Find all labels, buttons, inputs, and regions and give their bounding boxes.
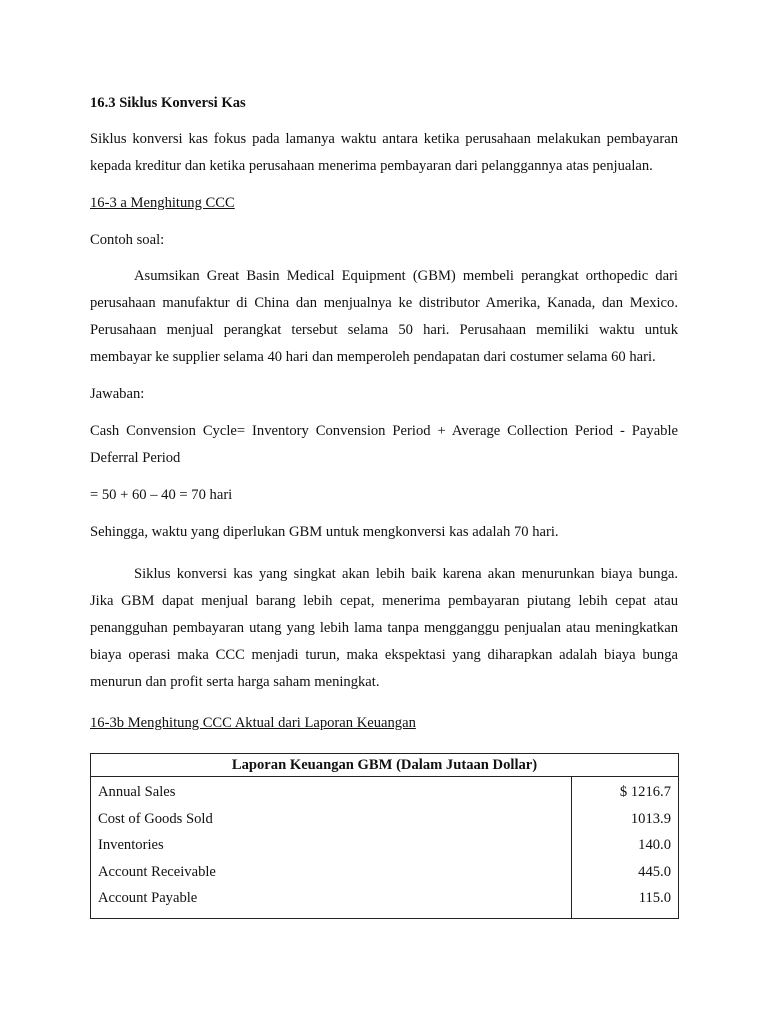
table-row (91, 859, 679, 886)
table-row (91, 777, 679, 806)
row-label: Account Receivable (91, 859, 572, 886)
discussion-line-1: Siklus konversi kas yang singkat akan lebih baik karena akan menurunkan biaya bunga. (134, 566, 678, 582)
discussion-line-2: Jika GBM dapat menjual barang lebih cepat, menerima pembayaran piutang lebih cepat atau (90, 593, 678, 609)
table-row (91, 832, 679, 859)
formula-line-2: Deferral Period (90, 450, 181, 466)
row-value: 140.0 (572, 832, 679, 859)
discussion-line-5: menurun dan profit serta harga saham meningkat. (90, 674, 380, 690)
section-heading: 16.3 Siklus Konversi Kas (90, 95, 246, 111)
example-label: Contoh soal: (90, 232, 165, 248)
intro-line-1: Siklus konversi kas fokus pada lamanya waktu antara ketika perusahaan melakukan pembayaran (90, 131, 678, 147)
table-title: Laporan Keuangan GBM (Dalam Jutaan Dollar) (91, 754, 679, 777)
table-row (91, 885, 679, 918)
row-value: 1013.9 (572, 806, 679, 833)
formula-line-1: Cash Convension Cycle= Inventory Convension Period + Average Collection Period - Payable (90, 423, 678, 439)
row-label: Account Payable (91, 885, 572, 918)
example-line-2: perusahaan manufaktur di China dan menjualnya ke distributor Amerika, Kanada, dan Mexico. (90, 295, 678, 311)
subheading-a: 16-3 a Menghitung CCC (90, 195, 235, 211)
subheading-b: 16-3b Menghitung CCC Aktual dari Laporan Keuangan (90, 715, 416, 731)
example-line-1: Asumsikan Great Basin Medical Equipment (GBM) membeli perangkat orthopedic dari (134, 268, 678, 284)
answer-label: Jawaban: (90, 386, 145, 402)
discussion-line-4: biaya operasi maka CCC menjadi turun, maka ekspektasi yang diharapkan adalah biaya bunga (90, 647, 678, 663)
conclusion: Sehingga, waktu yang diperlukan GBM untuk mengkonversi kas adalah 70 hari. (90, 524, 559, 540)
row-label: Cost of Goods Sold (91, 806, 572, 833)
row-value: 445.0 (572, 859, 679, 886)
discussion-line-3: penangguhan pembayaran utang yang lebih lama tanpa mengganggu penjualan atau meningkatkan (90, 620, 678, 636)
table-row (91, 806, 679, 833)
financial-table (90, 753, 679, 919)
intro-line-2: kepada kreditur dan ketika perusahaan menerima pembayaran dari pelanggannya atas penjualan. (90, 158, 653, 174)
row-value: $ 1216.7 (572, 777, 679, 806)
example-line-3: Perusahaan menjual perangkat tersebut selama 50 hari. Perusahaan memiliki waktu untuk (90, 322, 678, 338)
calculation: = 50 + 60 – 40 = 70 hari (90, 487, 233, 503)
row-value: 115.0 (572, 885, 679, 918)
example-line-4: membayar ke supplier selama 40 hari dan memperoleh pendapatan dari costumer selama 60 hari. (90, 349, 656, 365)
row-label: Inventories (91, 832, 572, 859)
row-label: Annual Sales (91, 777, 572, 806)
